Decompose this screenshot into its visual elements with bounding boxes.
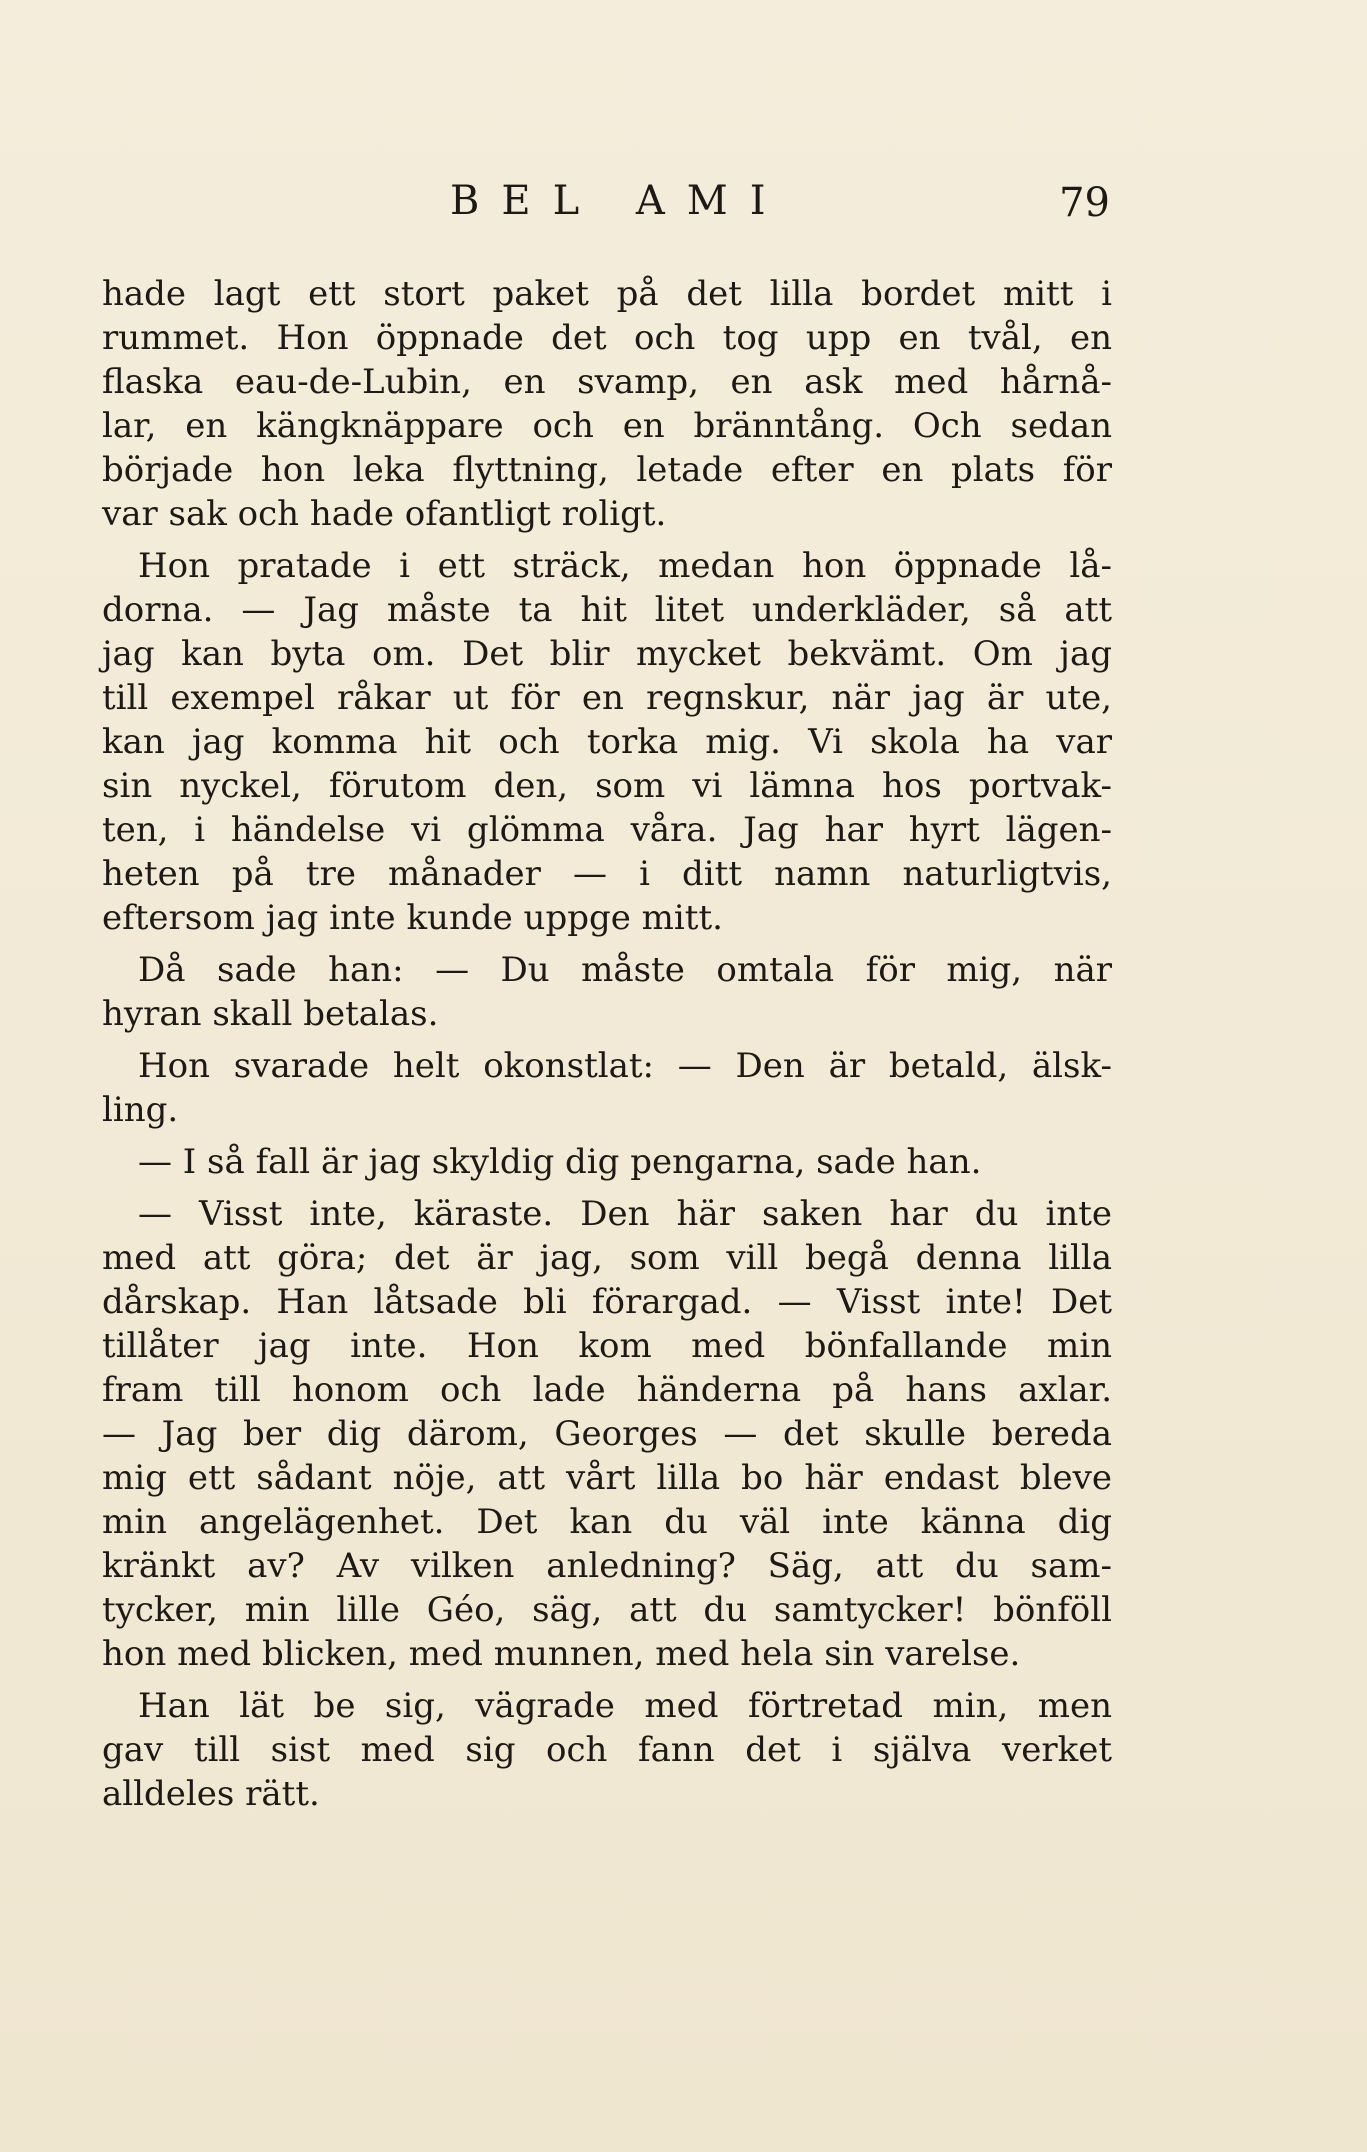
paragraph <box>102 272 1112 536</box>
text-line: till exempel råkar ut för en regnskur, när jag är ute, <box>102 678 1112 718</box>
text-line: hyran skall betalas. <box>102 994 439 1034</box>
text-line: — Visst inte, käraste. Den här saken har du inte <box>138 1194 1112 1234</box>
text-line: ten, i händelse vi glömma våra. Jag har hyrt lägen- <box>102 810 1112 850</box>
text-line: jag kan byta om. Det blir mycket bekvämt. Om jag <box>102 634 1112 674</box>
paragraph-gap <box>102 1676 1112 1684</box>
paragraph <box>102 948 1112 1036</box>
paragraph-gap <box>102 1036 1112 1044</box>
text-line: hon med blicken, med munnen, med hela sin varelse. <box>102 1634 1021 1674</box>
text-line: lar, en kängknäppare och en bränntång. Och sedan <box>102 406 1112 446</box>
text-line: Han lät be sig, vägrade med förtretad min, men <box>138 1686 1112 1726</box>
paragraph <box>102 544 1112 940</box>
text-line: sin nyckel, förutom den, som vi lämna hos portvak- <box>102 766 1112 806</box>
text-line: rummet. Hon öppnade det och tog upp en tvål, en <box>102 318 1112 358</box>
paragraph <box>102 1684 1112 1816</box>
text-line: fram till honom och lade händerna på hans axlar. <box>102 1370 1112 1410</box>
text-line: dårskap. Han låtsade bli förargad. — Visst inte! Det <box>102 1282 1112 1322</box>
text-line: — Jag ber dig därom, Georges — det skulle bereda <box>102 1414 1112 1454</box>
text-line: Hon pratade i ett sträck, medan hon öppnade lå- <box>138 546 1112 586</box>
text-line: Hon svarade helt okonstlat: — Den är betald, älsk- <box>138 1046 1112 1086</box>
paragraph <box>102 1140 1112 1184</box>
body-text <box>102 272 1112 1816</box>
text-line: började hon leka flyttning, letade efter en plats för <box>102 450 1112 490</box>
text-line: dorna. — Jag måste ta hit litet underkläder, så att <box>102 590 1112 630</box>
text-line: mig ett sådant nöje, att vårt lilla bo här endast bleve <box>102 1458 1112 1498</box>
paragraph-gap <box>102 536 1112 544</box>
text-line: var sak och hade ofantligt roligt. <box>102 494 667 534</box>
page-number: 79 <box>1059 180 1110 226</box>
text-line: — I så fall är jag skyldig dig pengarna, sade han. <box>138 1142 982 1182</box>
paragraph-gap <box>102 1132 1112 1140</box>
running-head <box>100 178 1110 238</box>
text-line: med att göra; det är jag, som vill begå denna lilla <box>102 1238 1112 1278</box>
paragraph-gap <box>102 940 1112 948</box>
text-line: kränkt av? Av vilken anledning? Säg, att du sam- <box>102 1546 1112 1586</box>
text-line: ling. <box>102 1090 179 1130</box>
paragraph <box>102 1192 1112 1676</box>
text-line: gav till sist med sig och fann det i själva verket <box>102 1730 1112 1770</box>
text-line: alldeles rätt. <box>102 1774 320 1814</box>
text-line: heten på tre månader — i ditt namn naturligtvis, <box>102 854 1112 894</box>
text-line: Då sade han: — Du måste omtala för mig, när <box>138 950 1112 990</box>
text-line: min angelägenhet. Det kan du väl inte känna dig <box>102 1502 1112 1542</box>
text-line: eftersom jag inte kunde uppge mitt. <box>102 898 723 938</box>
running-title: BEL AMI <box>450 178 788 224</box>
text-line: flaska eau-de-Lubin, en svamp, en ask med hårnå- <box>102 362 1112 402</box>
text-line: tycker, min lille Géo, säg, att du samtycker! bönföll <box>102 1590 1112 1630</box>
paragraph-gap <box>102 1184 1112 1192</box>
paragraph <box>102 1044 1112 1132</box>
text-line: tillåter jag inte. Hon kom med bönfallande min <box>102 1326 1112 1366</box>
text-line: hade lagt ett stort paket på det lilla bordet mitt i <box>102 274 1112 314</box>
text-line: kan jag komma hit och torka mig. Vi skola ha var <box>102 722 1112 762</box>
